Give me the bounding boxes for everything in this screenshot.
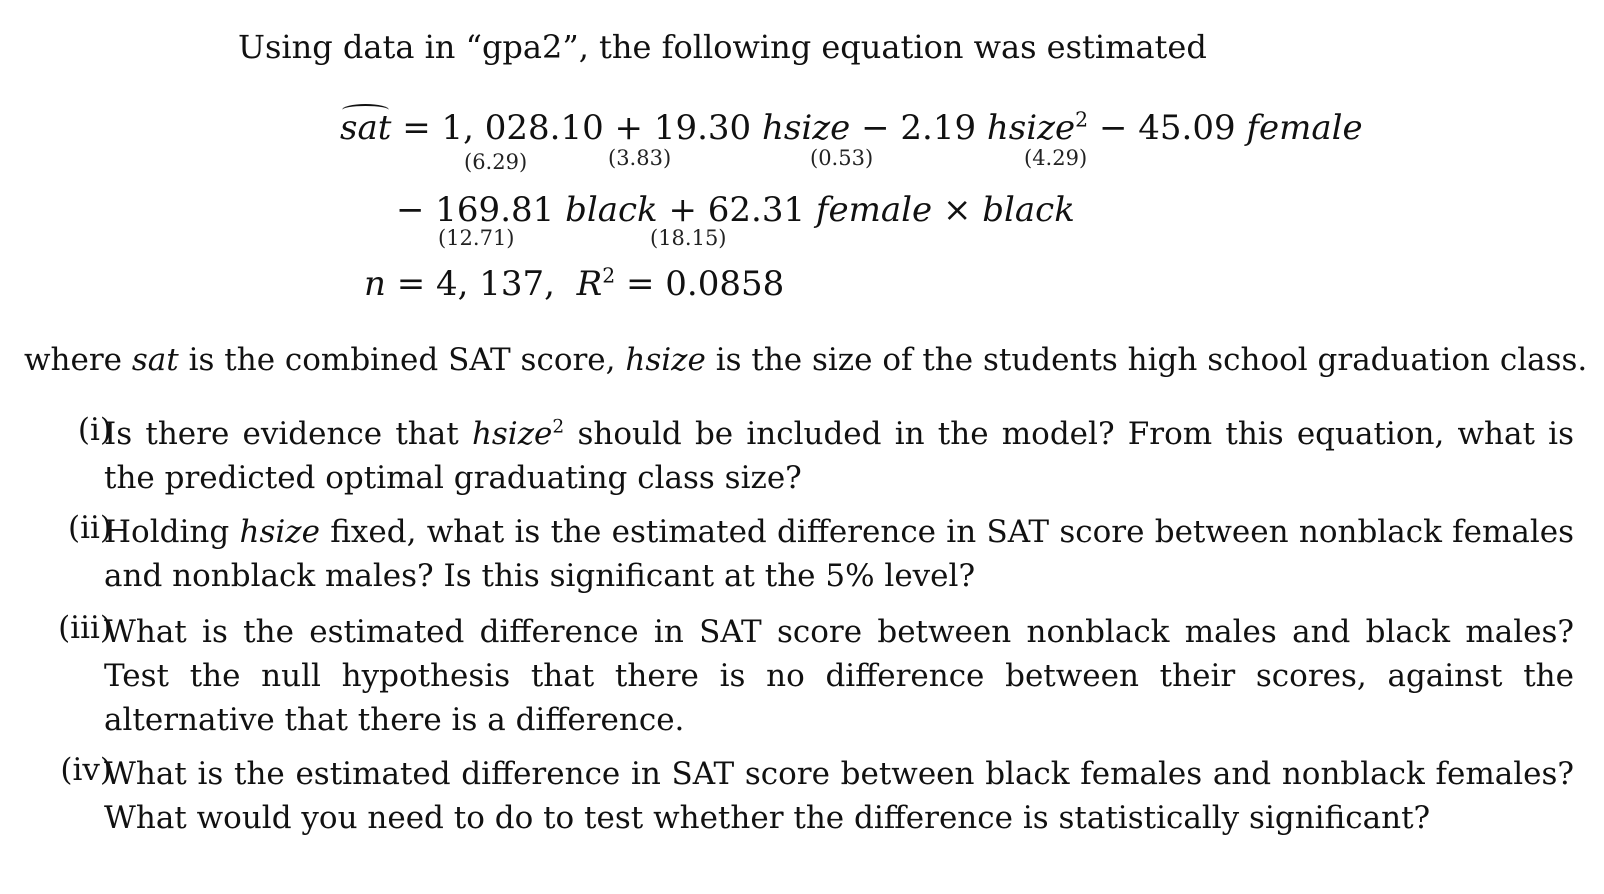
se-female: (4.29) <box>1024 146 1088 170</box>
equation-line-1: sat = 1, 028.10 + 19.30 hsize − 2.19 hsize$^2$ − 45.09 female <box>340 108 1363 148</box>
question-number: (i) <box>77 412 112 448</box>
se-interaction: (18.15) <box>650 226 727 250</box>
question-number: (iv) <box>60 752 112 788</box>
sample-size: = 4, 137, <box>396 264 555 304</box>
se-black: (12.71) <box>438 226 515 250</box>
coef-female: − 45.09 <box>1098 108 1236 148</box>
se-hsize-sq: (0.53) <box>810 146 874 170</box>
intercept: 1, 028.10 <box>441 108 604 148</box>
r-squared: = 0.0858 <box>626 264 785 304</box>
se-intercept: (6.29) <box>464 150 528 174</box>
question-text: Is there evidence that hsize$^2$ should be included in the model? From this equation, what is the predicted optimal graduating class size? <box>104 416 1574 496</box>
definition-paragraph: where sat is the combined SAT score, hsize is the size of the students high school graduation class. <box>24 342 1588 378</box>
coef-interaction: + 62.31 <box>668 190 806 230</box>
question-text: What is the estimated difference in SAT score between black females and nonblack females? What would you need to do to test whether the difference is statistically significant? <box>104 756 1574 836</box>
coef-hsize-sq: − 2.19 <box>861 108 977 148</box>
intro-text: Using data in “gpa2”, the following equation was estimated <box>238 28 1207 66</box>
equation-line-2: − 169.81 black + 62.31 female × black <box>396 190 1075 230</box>
equation-stats: n = 4, 137, $R^2 = 0.0858$ <box>364 263 785 304</box>
se-hsize: (3.83) <box>608 146 672 170</box>
question-text: What is the estimated difference in SAT score between nonblack males and black males? Test the null hypothesis that there is no difference between their scores, against the alternative that there is a difference. <box>104 614 1574 738</box>
question-number: (iii) <box>58 610 112 646</box>
sat-hat: sat <box>340 108 391 148</box>
coef-black: − 169.81 <box>396 190 555 230</box>
question-text: Holding hsize fixed, what is the estimated difference in SAT score between nonblack females and nonblack males? Is this significant at the 5% level? <box>104 514 1574 594</box>
coef-hsize: + 19.30 <box>614 108 752 148</box>
question-number: (ii) <box>67 510 112 546</box>
